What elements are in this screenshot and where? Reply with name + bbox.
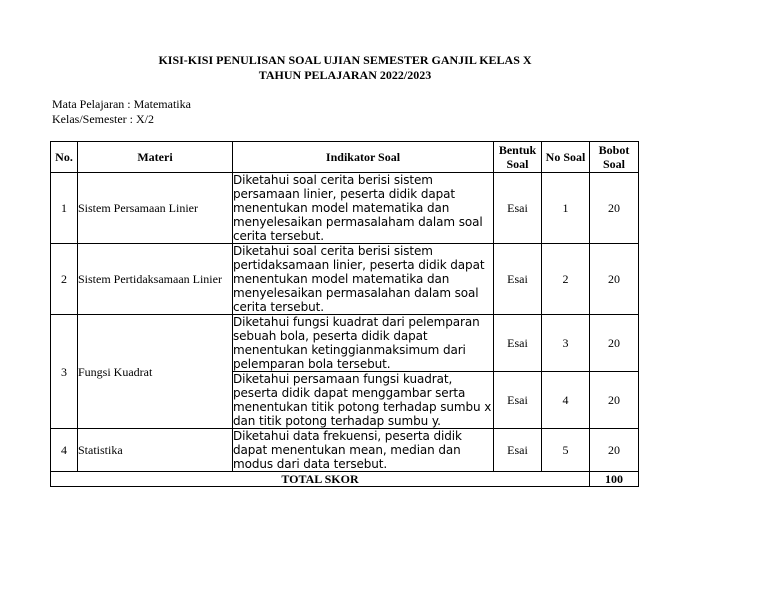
kisi-kisi-table bbox=[50, 141, 639, 487]
bentuk-cell: Esai bbox=[494, 244, 542, 315]
row-number: 2 bbox=[51, 244, 78, 315]
no-soal-cell: 2 bbox=[542, 244, 590, 315]
no-soal-cell: 1 bbox=[542, 173, 590, 244]
row-number: 1 bbox=[51, 173, 78, 244]
materi-cell: Sistem Pertidaksamaan Linier bbox=[78, 244, 233, 315]
bobot-cell: 20 bbox=[590, 173, 639, 244]
row-number: 4 bbox=[51, 429, 78, 472]
indikator-cell: Diketahui data frekuensi, peserta didik dapat menentukan mean, median dan modus dari data tersebut. bbox=[233, 429, 494, 472]
indikator-cell: Diketahui persamaan fungsi kuadrat, peserta didik dapat menggambar serta menentukan titik potong terhadap sumbu x dan titik potong terhadap sumbu y. bbox=[233, 372, 494, 429]
header-bobot-line2: Soal bbox=[602, 157, 625, 171]
indikator-cell: Diketahui fungsi kuadrat dari pelemparan sebuah bola, peserta didik dapat menentukan ketinggianmaksimum dari pelemparan bola tersebut. bbox=[233, 315, 494, 372]
total-row bbox=[51, 472, 639, 487]
header-bobot-soal bbox=[590, 142, 639, 173]
header-bentuk-line2: Soal bbox=[506, 157, 529, 171]
header-bobot-line1: Bobot bbox=[598, 143, 630, 157]
bentuk-cell: Esai bbox=[494, 429, 542, 472]
bentuk-cell: Esai bbox=[494, 173, 542, 244]
total-value: 100 bbox=[590, 472, 639, 487]
table-row bbox=[51, 315, 639, 372]
indikator-cell: Diketahui soal cerita berisi sistem persamaan linier, peserta didik dapat menentukan model matematika dan menyelesaikan permasalaham dalam soal cerita tersebut. bbox=[233, 173, 494, 244]
indikator-cell: Diketahui soal cerita berisi sistem pertidaksamaan linier, peserta didik dapat menentukan model matematika dan menyelesaikan permasalahan dalam soal cerita tersebut. bbox=[233, 244, 494, 315]
header-no-soal: No Soal bbox=[542, 142, 590, 173]
materi-cell: Statistika bbox=[78, 429, 233, 472]
document-title: KISI-KISI PENULISAN SOAL UJIAN SEMESTER GANJIL KELAS X bbox=[158, 53, 532, 67]
materi-cell: Sistem Persamaan Linier bbox=[78, 173, 233, 244]
header-bentuk-line1: Bentuk bbox=[498, 143, 537, 157]
subject-label: Mata Pelajaran : Matematika bbox=[52, 97, 191, 111]
materi-cell: Fungsi Kuadrat bbox=[78, 315, 233, 429]
no-soal-cell: 3 bbox=[542, 315, 590, 372]
no-soal-cell: 5 bbox=[542, 429, 590, 472]
table-row bbox=[51, 244, 639, 315]
bobot-cell: 20 bbox=[590, 372, 639, 429]
total-label: TOTAL SKOR bbox=[51, 472, 590, 487]
bobot-cell: 20 bbox=[590, 244, 639, 315]
header-bentuk-soal bbox=[494, 142, 542, 173]
bobot-cell: 20 bbox=[590, 429, 639, 472]
no-soal-cell: 4 bbox=[542, 372, 590, 429]
bentuk-cell: Esai bbox=[494, 315, 542, 372]
row-number: 3 bbox=[51, 315, 78, 429]
table-row bbox=[51, 429, 639, 472]
bentuk-cell: Esai bbox=[494, 372, 542, 429]
table-row bbox=[51, 173, 639, 244]
document-subtitle: TAHUN PELAJARAN 2022/2023 bbox=[258, 68, 432, 82]
header-no: No. bbox=[51, 142, 78, 173]
bobot-cell: 20 bbox=[590, 315, 639, 372]
class-semester-label: Kelas/Semester : X/2 bbox=[52, 112, 154, 126]
header-materi: Materi bbox=[78, 142, 233, 173]
header-indikator: Indikator Soal bbox=[233, 142, 494, 173]
header-row bbox=[51, 142, 639, 173]
